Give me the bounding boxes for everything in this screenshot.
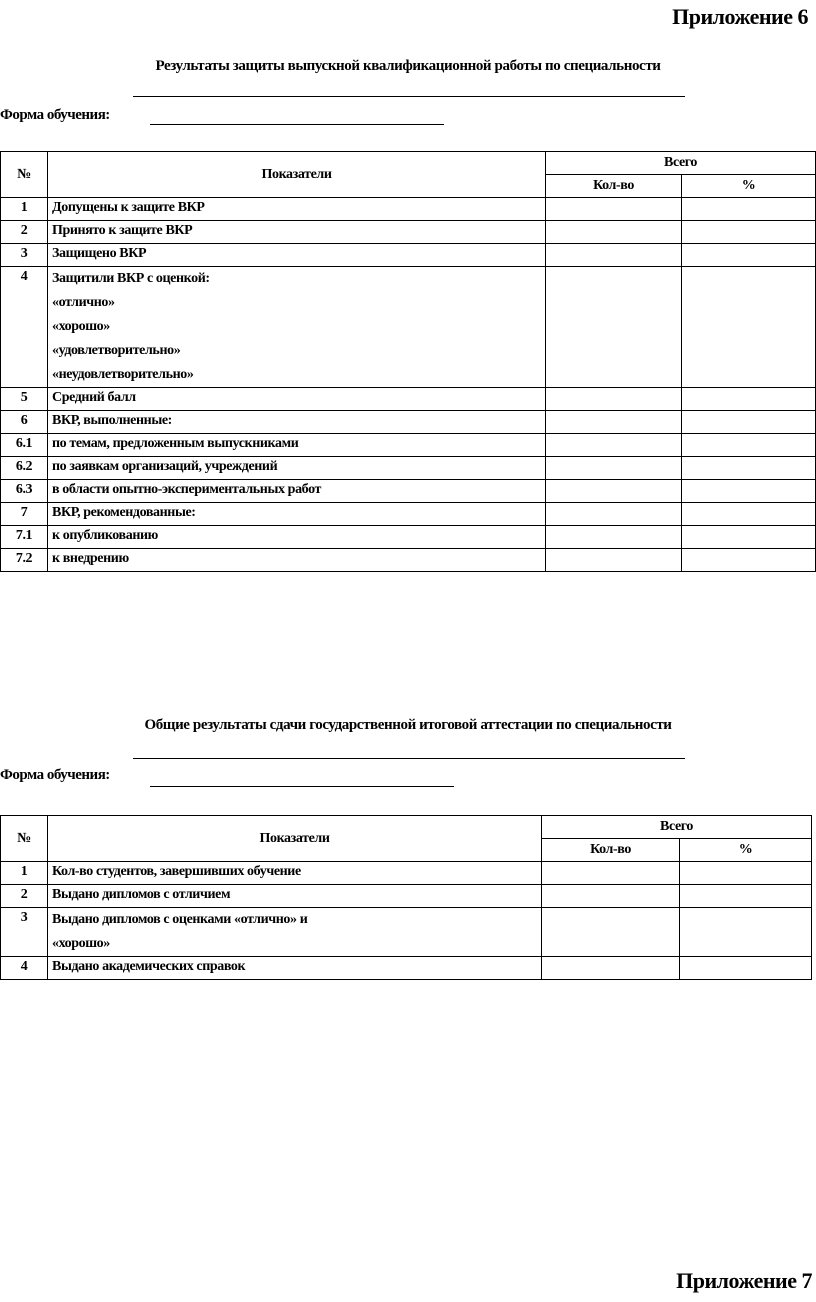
row-indicator bbox=[48, 434, 546, 457]
appendix-7-label: Приложение 7 bbox=[676, 1268, 812, 1293]
indicator-line: к опубликованию bbox=[52, 528, 158, 543]
section2-title: Общие результаты сдачи государственной итоговой аттестации по специальности bbox=[144, 717, 672, 733]
section1-form-line bbox=[150, 124, 444, 125]
indicator-line: «хорошо» bbox=[52, 936, 110, 951]
percent-cell bbox=[682, 388, 816, 411]
row-number: 3 bbox=[1, 244, 48, 267]
header-num: № bbox=[1, 152, 48, 198]
header-count: Кол-во bbox=[542, 839, 680, 862]
percent-cell bbox=[680, 957, 812, 980]
section1-table bbox=[0, 151, 816, 572]
indicator-line: Защитили ВКР с оценкой: bbox=[52, 271, 210, 286]
row-indicator bbox=[48, 526, 546, 549]
indicator-line: по заявкам организаций, учреждений bbox=[52, 459, 278, 474]
count-cell bbox=[542, 957, 680, 980]
table-row bbox=[1, 411, 816, 434]
header-percent: % bbox=[680, 839, 812, 862]
section2-form-label: Форма обучения: bbox=[0, 767, 110, 783]
indicator-line: в области опытно-экспериментальных работ bbox=[52, 482, 321, 497]
indicator-line: к внедрению bbox=[52, 551, 129, 566]
row-number: 7.1 bbox=[1, 526, 48, 549]
header-num: № bbox=[1, 816, 48, 862]
percent-cell bbox=[682, 244, 816, 267]
indicator-line: Кол-во студентов, завершивших обучение bbox=[52, 864, 301, 879]
row-number: 2 bbox=[1, 221, 48, 244]
row-indicator bbox=[48, 411, 546, 434]
percent-cell bbox=[682, 198, 816, 221]
row-indicator bbox=[48, 480, 546, 503]
count-cell bbox=[546, 526, 682, 549]
count-cell bbox=[546, 388, 682, 411]
count-cell bbox=[546, 503, 682, 526]
table-row bbox=[1, 480, 816, 503]
count-cell bbox=[546, 244, 682, 267]
indicator-line: Выдано дипломов с отличием bbox=[52, 887, 231, 902]
count-cell bbox=[542, 908, 680, 957]
table-row bbox=[1, 549, 816, 572]
table-row bbox=[1, 957, 812, 980]
count-cell bbox=[542, 885, 680, 908]
percent-cell bbox=[682, 549, 816, 572]
row-indicator bbox=[48, 885, 542, 908]
row-number: 5 bbox=[1, 388, 48, 411]
section2-table bbox=[0, 815, 812, 980]
header-total: Всего bbox=[546, 152, 816, 175]
row-number: 6 bbox=[1, 411, 48, 434]
count-cell bbox=[546, 480, 682, 503]
percent-cell bbox=[682, 457, 816, 480]
header-total: Всего bbox=[542, 816, 812, 839]
table-row bbox=[1, 862, 812, 885]
percent-cell bbox=[682, 503, 816, 526]
percent-cell bbox=[682, 221, 816, 244]
table-row bbox=[1, 908, 812, 957]
table-row bbox=[1, 244, 816, 267]
count-cell bbox=[546, 198, 682, 221]
percent-cell bbox=[680, 885, 812, 908]
percent-cell bbox=[682, 267, 816, 388]
row-number: 7.2 bbox=[1, 549, 48, 572]
percent-cell bbox=[680, 862, 812, 885]
indicator-line: Допущены к защите ВКР bbox=[52, 200, 205, 215]
table-row bbox=[1, 526, 816, 549]
table-row bbox=[1, 457, 816, 480]
table-row bbox=[1, 885, 812, 908]
percent-cell bbox=[682, 526, 816, 549]
percent-cell bbox=[680, 908, 812, 957]
row-number: 1 bbox=[1, 198, 48, 221]
count-cell bbox=[546, 434, 682, 457]
percent-cell bbox=[682, 411, 816, 434]
row-indicator bbox=[48, 221, 546, 244]
indicator-line: Принято к защите ВКР bbox=[52, 223, 193, 238]
row-indicator bbox=[48, 388, 546, 411]
table-row bbox=[1, 198, 816, 221]
indicator-line: по темам, предложенным выпускниками bbox=[52, 436, 299, 451]
table-row bbox=[1, 503, 816, 526]
header-indicators: Показатели bbox=[48, 152, 546, 198]
row-number: 6.1 bbox=[1, 434, 48, 457]
header-percent: % bbox=[682, 175, 816, 198]
table-row bbox=[1, 221, 816, 244]
appendix-6-label: Приложение 6 bbox=[672, 4, 808, 29]
header-indicators: Показатели bbox=[48, 816, 542, 862]
section1-title: Результаты защиты выпускной квалификационной работы по специальности bbox=[155, 58, 661, 74]
count-cell bbox=[546, 411, 682, 434]
table-row bbox=[1, 434, 816, 457]
indicator-line: «неудовлетворительно» bbox=[52, 367, 194, 382]
indicator-line: «удовлетворительно» bbox=[52, 343, 181, 358]
indicator-line: Выдано академических справок bbox=[52, 959, 246, 974]
indicator-line: Средний балл bbox=[52, 390, 136, 405]
row-indicator bbox=[48, 908, 542, 957]
section2-specialty-line bbox=[133, 758, 685, 759]
row-indicator bbox=[48, 267, 546, 388]
percent-cell bbox=[682, 480, 816, 503]
row-number: 6.3 bbox=[1, 480, 48, 503]
row-number: 1 bbox=[1, 862, 48, 885]
percent-cell bbox=[682, 434, 816, 457]
count-cell bbox=[546, 221, 682, 244]
row-indicator bbox=[48, 549, 546, 572]
section1-form-label: Форма обучения: bbox=[0, 107, 110, 123]
indicator-line: Защищено ВКР bbox=[52, 246, 147, 261]
row-number: 4 bbox=[1, 957, 48, 980]
indicator-line: ВКР, выполненные: bbox=[52, 413, 172, 428]
row-indicator bbox=[48, 862, 542, 885]
row-indicator bbox=[48, 957, 542, 980]
indicator-line: «хорошо» bbox=[52, 319, 110, 334]
count-cell bbox=[542, 862, 680, 885]
row-indicator bbox=[48, 457, 546, 480]
indicator-line: ВКР, рекомендованные: bbox=[52, 505, 196, 520]
table-row bbox=[1, 267, 816, 388]
count-cell bbox=[546, 267, 682, 388]
section2-form-line bbox=[150, 786, 454, 787]
row-number: 4 bbox=[1, 267, 48, 388]
row-indicator bbox=[48, 244, 546, 267]
count-cell bbox=[546, 457, 682, 480]
row-number: 2 bbox=[1, 885, 48, 908]
header-count: Кол-во bbox=[546, 175, 682, 198]
row-number: 6.2 bbox=[1, 457, 48, 480]
indicator-line: Выдано дипломов с оценками «отлично» и bbox=[52, 912, 308, 927]
row-indicator bbox=[48, 503, 546, 526]
table-row bbox=[1, 388, 816, 411]
row-indicator bbox=[48, 198, 546, 221]
section1-specialty-line bbox=[133, 96, 685, 97]
indicator-line: «отлично» bbox=[52, 295, 115, 310]
row-number: 7 bbox=[1, 503, 48, 526]
count-cell bbox=[546, 549, 682, 572]
row-number: 3 bbox=[1, 908, 48, 957]
